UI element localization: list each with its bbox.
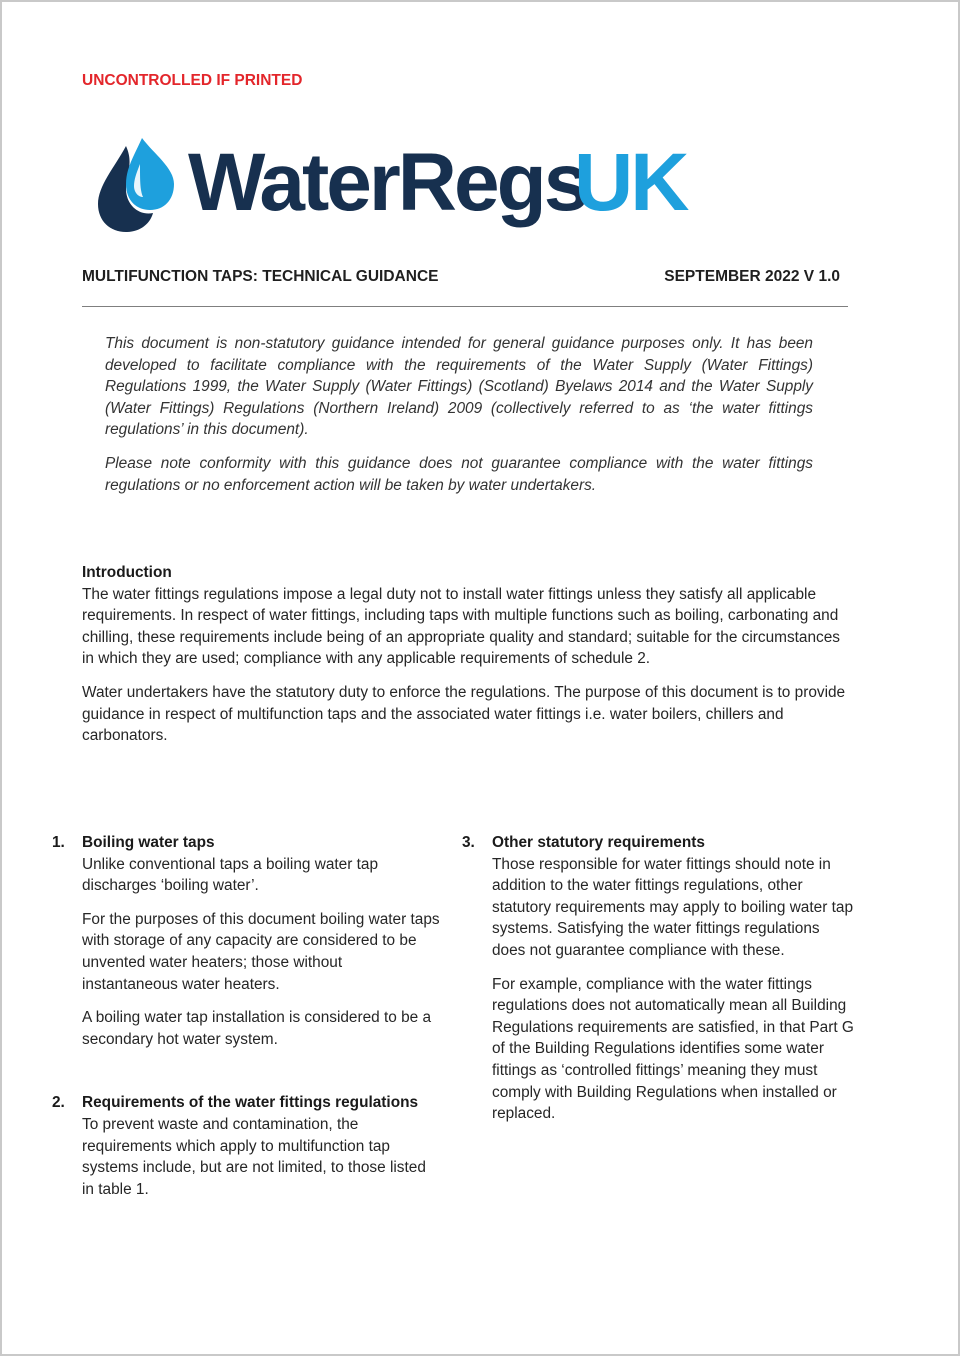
- section-other-statutory-requirements: [462, 832, 857, 1125]
- section-paragraph: Unlike conventional taps a boiling water tap discharges ‘boiling water’.: [82, 855, 379, 895]
- section-heading: Requirements of the water fittings regulations: [82, 1094, 419, 1112]
- logo-text-accent: UK: [574, 137, 687, 228]
- header-divider: [82, 306, 848, 307]
- right-column: [462, 832, 857, 1137]
- document-title: MULTIFUNCTION TAPS: TECHNICAL GUIDANCE: [82, 268, 439, 285]
- section-boiling-water-taps: [52, 832, 442, 1050]
- introduction-section: [82, 562, 852, 759]
- section-heading: Other statutory requirements: [492, 834, 705, 851]
- section-paragraph: To prevent waste and contamination, the requirements which apply to multifunction tap systems include, but are not limited, to those listed in table 1.: [82, 1115, 426, 1198]
- section-number: 1.: [52, 834, 65, 851]
- introduction-heading: Introduction: [82, 564, 172, 581]
- waterregs-uk-logo: [96, 134, 696, 234]
- uncontrolled-notice: UNCONTROLLED IF PRINTED: [82, 72, 303, 89]
- introduction-paragraph: Water undertakers have the statutory duty to enforce the regulations. The purpose of this document is to provide guidance in respect of multifunction taps and the associated water fittings i.e. water boilers, chillers and carbonators.: [82, 683, 846, 745]
- section-number: 3.: [462, 834, 475, 851]
- introduction-paragraph: The water fittings regulations impose a legal duty not to install water fittings unless they satisfy all applicable requirements. In respect of water fittings, including taps with multiple functions such as boiling, carbonating and chilling, these requirements include being of an appropriate quality and standard; suitable for the circumstances in which they are used; compliance with any applicable requirements of schedule 2.: [82, 585, 841, 668]
- left-column: [52, 832, 442, 1212]
- disclaimer-paragraph: This document is non-statutory guidance intended for general guidance purposes only. It has been developed to facilitate compliance with the requirements of the Water Supply (Water Fittings) Regulations 1999, the Water Supply (Water Fittings) (Scotland) Byelaws 2014 and the Water Supply (Water Fittings) Regulations (Northern Ireland) 2009 (collectively referred to as ‘the water fittings regulations’ in this document).: [105, 335, 813, 439]
- disclaimer: [105, 333, 813, 508]
- section-paragraph: For example, compliance with the water fittings regulations does not automatically mean all Building Regulations requirements are satisfied, in that Part G of the Building Regulations identifies some water fittings as ‘controlled fittings’ meaning they must comply with Building Regulations when installed or replaced.: [492, 975, 854, 1123]
- section-heading: Boiling water taps: [82, 834, 215, 851]
- logo-text-dark: WaterRegs: [188, 137, 587, 228]
- section-paragraph: A boiling water tap installation is considered to be a secondary hot water system.: [82, 1009, 432, 1048]
- section-paragraph: For the purposes of this document boiling water taps with storage of any capacity are considered to be unvented water heaters; those without instantaneous water heaters.: [82, 910, 440, 993]
- section-paragraph: Those responsible for water fittings should note in addition to the water fittings regulations, other statutory requirements may apply to boiling water tap systems. Satisfying the water fittings regulations does not guarantee compliance with these.: [492, 855, 854, 959]
- section-requirements: [52, 1092, 442, 1200]
- document-version: SEPTEMBER 2022 V 1.0: [664, 268, 840, 285]
- section-number: 2.: [52, 1094, 65, 1112]
- water-drop-icon: [98, 138, 174, 232]
- disclaimer-paragraph: Please note conformity with this guidance does not guarantee compliance with the water fittings regulations or no enforcement action will be taken by water undertakers.: [105, 454, 813, 494]
